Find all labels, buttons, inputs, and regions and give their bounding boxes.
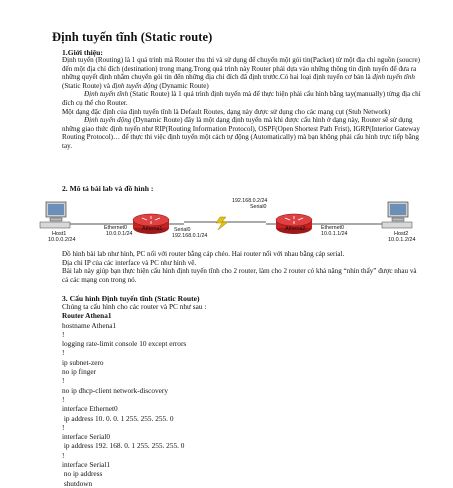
config-line: ! bbox=[62, 329, 65, 339]
config-line: interface Serial0 bbox=[62, 432, 111, 442]
section1-para4: Định tuyến động (Dynamic Route) đây là một dạng định tuyến mà khi được cấu hình ở dạng này, Router sẽ sử dụng những giao thức định tuyến như RIP(Routing Information Protocol), OSPF(Open Shortest Path Frist), IGRP(Interior Gateway Routing Protocol)… để thực thi việc định tuyến một cách tự động (Automatically) mà bạn không phải cấu hình trực tiếp bằng tay. bbox=[62, 116, 420, 150]
eth0-left-label: Ethernet0 bbox=[104, 225, 127, 231]
router-heading: Router Athena1 bbox=[62, 311, 112, 321]
config-line: shutdown bbox=[62, 478, 93, 488]
config-line: ip address 192. 168. 0. 1 255. 255. 255. 0 bbox=[62, 441, 185, 451]
section1-para2: Định tuyến tĩnh (Static Route) là 1 quá trình định tuyến mà để thực hiện phải cấu hình bằng tay(manually) từng địa chỉ đích cụ thể cho Router. bbox=[62, 90, 421, 107]
config-line: no ip finger bbox=[62, 367, 97, 377]
host1-ip: 10.0.0.2/24 bbox=[48, 237, 76, 243]
section2-para2: Địa chỉ IP của các interface và PC như hình vẽ. bbox=[62, 258, 197, 267]
config-line: interface Serial1 bbox=[62, 460, 111, 470]
section1-para3: Một dạng đặc định của định tuyến tĩnh là Default Routes, dạng này được sử dụng cho các mạng cụt (Stub Network) bbox=[62, 107, 391, 116]
host2-pc-icon bbox=[382, 202, 412, 228]
config-line: ip address 10. 0. 0. 1 255. 255. 255. 0 bbox=[62, 413, 174, 423]
config-line: ! bbox=[62, 422, 65, 432]
host1-name: Host1 bbox=[52, 231, 67, 237]
config-line: interface Ethernet0 bbox=[62, 404, 118, 414]
athena2-label: Athena2 bbox=[285, 226, 306, 232]
eth0-right-label: Ethernet0 bbox=[321, 225, 344, 231]
serial-link-icon bbox=[216, 217, 228, 230]
section2-para3: Bài lab này giúp bạn thực hiện cấu hình định tuyến tĩnh cho 2 router, làm cho 2 router có khả năng “nhìn thấy” được nhau và cả các mạng con trong nó. bbox=[62, 267, 417, 284]
section2-heading: 2. Mô tả bài lab và đồ hình : bbox=[62, 184, 154, 193]
eth0-left-ip: 10.0.0.1/24 bbox=[106, 231, 133, 237]
config-line: no ip dhcp-client network-discovery bbox=[62, 385, 168, 395]
config-line: ! bbox=[62, 394, 65, 404]
eth0-right-ip: 10.0.1.1/24 bbox=[321, 231, 348, 237]
serial0-right-ip: 192.168.0.2/24 bbox=[232, 198, 268, 204]
config-line: ! bbox=[62, 450, 65, 460]
page-title: Định tuyến tĩnh (Static route) bbox=[52, 30, 213, 44]
config-line: hostname Athena1 bbox=[62, 320, 117, 330]
athena1-label: Athena1 bbox=[142, 226, 163, 232]
section1-heading: 1.Giới thiệu: bbox=[62, 48, 103, 57]
section2-body bbox=[62, 250, 422, 284]
section2-para1: Đồ hình bài lab như hình, PC nối với router bằng cáp chéo. Hai router nối với nhau bằng cáp serial. bbox=[62, 250, 345, 258]
network-diagram bbox=[36, 194, 436, 246]
serial0-right-label: Serial0 bbox=[250, 204, 267, 210]
serial0-left-label: Serial0 bbox=[174, 227, 191, 233]
config-line: ! bbox=[62, 348, 65, 358]
config-lines bbox=[62, 321, 422, 488]
section1-body bbox=[62, 56, 422, 151]
config-line: logging rate-limit console 10 except errors bbox=[62, 339, 187, 349]
config-listing bbox=[62, 302, 422, 488]
config-line: ip subnet-zero bbox=[62, 357, 104, 367]
serial0-left-ip: 192.168.0.1/24 bbox=[172, 233, 208, 239]
host2-ip: 10.0.1.2/24 bbox=[388, 237, 416, 243]
section3-heading: 3. Cấu hình Định tuyến tĩnh (Static Route) bbox=[62, 294, 200, 303]
config-line: ! bbox=[62, 376, 65, 386]
section1-para1: Định tuyến (Routing) là 1 quá trình mà Router thu thi và sử dụng để chuyển một gói tin(Packet) từ một địa chỉ nguồn (soucre) đến một địa chỉ đích (destination) trong mạng.Trong quá trình này Router phải dựa vào những thông tin định tuyến để đưa ra những quyết định nhằm chuyển gói tin đến những địa chỉ đích đã định trước.Có hai loại định tuyến cơ bản là định tuyến tĩnh (Static Route) và định tuyến động (Dynamic Route) bbox=[62, 56, 420, 90]
host1-pc-icon bbox=[40, 202, 70, 228]
host2-name: Host2 bbox=[394, 231, 409, 237]
section3-intro: Chúng ta cấu hình cho các router và PC như sau : bbox=[62, 302, 207, 311]
config-line: no ip address bbox=[62, 469, 103, 479]
